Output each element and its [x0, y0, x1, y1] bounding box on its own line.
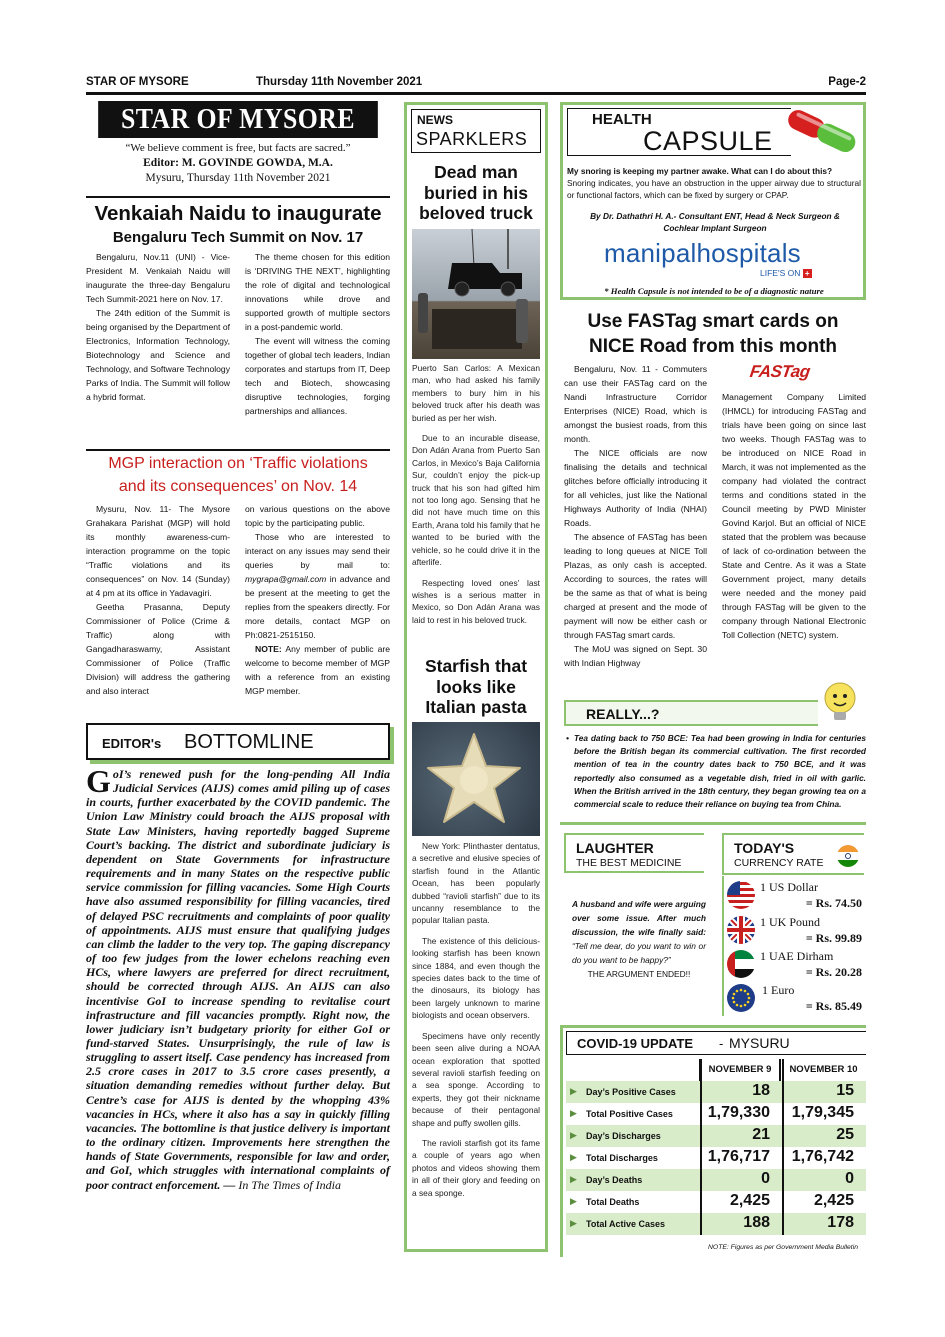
- joke-quote: “Tell me dear, do you want to win or do you want to be happy?”: [572, 941, 706, 965]
- article2-note: [245, 642, 390, 698]
- story1-headline: Dead man buried in his beloved truck: [419, 162, 533, 223]
- covid-divider-1: [700, 1059, 702, 1235]
- covid-row: [566, 1169, 866, 1191]
- laughter-sublabel: THE BEST MEDICINE: [576, 857, 682, 869]
- article1-para: The event will witness the coming together of global tech leaders, Indian corporates and startups from IT, Deep tech and Biotech, showcasing disruptive technologies, forging partnerships and alliances.: [245, 336, 390, 416]
- note-text: Any member of public are welcome to become member of MGP with a reference from an existing MGP member.: [245, 644, 390, 696]
- us-flag-icon: [726, 880, 756, 910]
- covid-row-label: Total Positive Cases: [586, 1109, 673, 1119]
- article-tech-summit: [86, 200, 390, 416]
- starfish-photo-svg: [412, 722, 540, 836]
- covid-nov9-value: 21: [752, 1126, 770, 1143]
- covid-nov9-value: 1,76,717: [707, 1148, 770, 1165]
- article1-para: The theme chosen for this edition is ‘DRIVING THE NEXT’, highlighting the role of digital and technological innovations while drove and supported growth of multiple sectors in a post-pandemic world.: [245, 252, 390, 332]
- article2-para: Mysuru, Nov. 11- The Mysore Grahakara Parishat (MGP) will hold its monthly awareness-cum-interaction programme on the topic “Traffic violations and its consequences” on Nov. 14 (Sunday) at 4 pm at its office in Yadavagiri.: [86, 504, 230, 598]
- mgp-email-link[interactable]: mygrapa@gmail.com: [245, 574, 327, 584]
- article1-para: Bengaluru, Nov.11 (UNI) - Vice-President M. Venkaiah Naidu will inaugurate the three-day Bengaluru Tech Summit-2021 here on Nov. 17.: [86, 252, 230, 304]
- story2-para: New York: Plinthaster dentatus, a secretive and elusive species of starfish found in the Atlantic Ocean, has been popularly dubbed “ravioli starfish” due to its uncanny resemblance to the popular Italian pasta.: [412, 841, 540, 926]
- article2-col1: [86, 502, 230, 698]
- really-text: [566, 732, 866, 811]
- story1-para: Due to an incurable disease, Don Adán Arana from Puerto San Carlos, in Mexico’s Baja California Sur, couldn’t enjoy the pick-up truck that his son had gifted him not too long ago. Sensing that he did not have much time on this Earth, Arana told his family that he wanted to be buried with the vehicle, so he could drive it in the afterlife.: [412, 433, 540, 568]
- nameplate-dateline: Mysuru, Thursday 11th November 2021: [145, 172, 331, 184]
- covid-nov10-value: 25: [836, 1126, 854, 1143]
- eu-flag-icon: [726, 983, 756, 1013]
- covid-nov10-value: 15: [836, 1082, 854, 1099]
- currency-rate: = Rs. 74.50: [805, 896, 862, 910]
- covid-nov9-value: 0: [761, 1170, 770, 1187]
- editor-label: BOTTOMLINE: [184, 731, 314, 753]
- health-disclaimer: * Health Capsule is not intended to be of a diagnostic nature: [604, 286, 824, 296]
- article1-rule: [86, 449, 390, 451]
- truck-photo-svg: [412, 229, 540, 359]
- story2-headline: Starfish that looks like Italian pasta: [424, 656, 528, 717]
- covid-col-nov9: NOVEMBER 9: [700, 1059, 780, 1082]
- fastag-logo-text: FASTag: [748, 362, 812, 381]
- editorial-dropcap: G: [86, 763, 111, 799]
- fastag-para: Bengaluru, Nov. 11 - Commuters can use their FASTag card on the Nandi Infrastructure Corridor Enterprises (NICE) Road, which is amongst the busiest roads, from this month.: [564, 364, 707, 444]
- laughter-label: LAUGHTER: [576, 840, 654, 856]
- row-arrow-icon: ▶: [570, 1152, 577, 1162]
- fastag-para: Management Company Limited (IHMCL) for introducing FASTag and trials have been going on since last two weeks. Though FASTag was to be introduced on NICE Road in March, it was not implemented as the company had violated the contract terms and conditions stated in the Council meeting by PWD Minister Govind Karjol. But an official of NICE stated that the problem was because of lack of co-ordination between the State and Centre. As it was a State Government project, many details were needed and the money paid through FASTag will be given to the company through National Electronic Toll Collection (NETC) system.: [722, 392, 866, 640]
- article2-para: on various questions on the above topic by the participating public.: [245, 504, 390, 528]
- health-answer: Snoring indicates, you have an obstruction in the upper airway due to structural or functional factors, which can be fixed by surgery or CPAP.: [567, 178, 861, 200]
- health-byline: By Dr. Dathathri H. A.- Consultant ENT, Head & Neck Surgeon & Cochlear Implant Surgeon: [590, 211, 840, 233]
- covid-head-blank: [566, 1059, 700, 1082]
- article1-subhead: Bengaluru Tech Summit on Nov. 17: [112, 229, 364, 246]
- row-arrow-icon: ▶: [570, 1130, 577, 1140]
- editorial-body: oI’s renewed push for the long-pending All India Judicial Services (AIJS) comes amid piling up of cases in courts, further exacerbated by the COVID pandemic. The Union Law Ministry could broach the AIJS proposal with State Law Ministers, having reportedly bagged Supreme Court’s backing. The district and subordinate judiciary is dependent on State Governments for infrastructure requirements and in many States on the respective public service commission for filling vacancies. Some High Courts have also assumed responsibility for filling vacancies, tired of delayed PSC recruitments and complaints of poor quality of appointments. AIJS must ensure that qualifying judges can climb the ladder to the very top. The gaping discrepancy of too few judges from the lower echelons reaching even HCs, where lawyers are preferred for direct recruitment, should be corrected through AIJS. An AIJS can also incentivise GoI to increase spending to revitalise court infrastructure and fill vacancies promptly. Right now, the lower judiciary isn’t budgetary priority for either GoI or fund-starved States. Unsurprisingly, the rule of law is struggling to assert itself. Case pendency has increased from 2.5 crore cases in 2017 to 3.5 crore cases presently, a situation demanding remedies without further delay. But Centre’s case for AIJS is dented by the whopping 43% vacancies in HCs, where it also has a say in quickly filling vacancies. The bottomline is that justice delivery is important to the ordinary citizen. Improvements here strengthen the hands of State Governments, responsible for law and order, and GoI, which struggles with international complaints of poor contract enforcement. —: [86, 767, 390, 1192]
- currency-list: [722, 876, 866, 1016]
- masthead-date: Thursday 11th November 2021: [256, 76, 423, 88]
- fastag-logo: [750, 362, 816, 384]
- row-arrow-icon: ▶: [570, 1196, 577, 1206]
- editor-bottomline-box: [86, 723, 390, 760]
- row-arrow-icon: ▶: [570, 1218, 577, 1228]
- covid-row-label: Total Deaths: [586, 1197, 640, 1207]
- covid-row-label: Day’s Deaths: [586, 1175, 643, 1185]
- joke-punchline: THE ARGUMENT ENDED!!: [587, 969, 691, 979]
- row-arrow-icon: ▶: [570, 1086, 577, 1096]
- article1-headline: Venkaiah Naidu to inaugurate: [94, 202, 382, 225]
- lightbulb-icon: [818, 680, 862, 726]
- article2-para: Geetha Prasanna, Deputy Commissioner of Police (Crime & Traffic) along with Gangadharaswamy, Assistant Commissioner of Police (Traffic Division) will address the gathering and also interact: [86, 602, 230, 696]
- fastag-para: The NICE officials are now finalising the details and technical glitches before officially introducing it for all vehicles, just like the National Highways Authority of India (NHAI) Roads.: [564, 448, 707, 528]
- fastag-headline-2: NICE Road from this month: [588, 336, 838, 357]
- currency-label: TODAY'S: [734, 840, 795, 856]
- really-rule: [560, 822, 866, 825]
- india-flag-icon: [836, 844, 860, 868]
- health-label: HEALTH: [592, 111, 652, 128]
- covid-nov10-value: 1,79,345: [791, 1104, 854, 1121]
- really-body: Tea dating back to 750 BCE: Tea had been growing in India for centuries before the British began its commercial cultivation. The first recorded mention of tea in the country dates back to 750 BCE, and it was reportedly also consumed as a vegetable dish, fried in oil with garlic. When the British arrived in the 18th century, they began growing tea on a commercial scale to reduce their reliance on buying tea from China.: [574, 733, 866, 810]
- fastag-para: The absence of FASTag has been leading to long queues at NICE Toll Plazas, as only cash is accepted. According to sources, the rates will be the same as that of what is being charged at present and the mode of payment will now be either cash or through FASTag smart cards.: [564, 532, 707, 640]
- covid-nov9-value: 188: [743, 1214, 770, 1231]
- covid-divider-2: [782, 1059, 784, 1235]
- editor-label-bold: EDITOR's: [102, 736, 162, 751]
- currency-unit: 1 US Dollar: [760, 880, 818, 894]
- joke-setup: A husband and wife were arguing over some issue. After much discussion, the wife finally said:: [572, 899, 706, 937]
- covid-header: [566, 1031, 866, 1055]
- article-mgp: [86, 452, 391, 696]
- covid-row-label: Total Discharges: [586, 1153, 658, 1163]
- masthead-paper: STAR OF MYSORE: [86, 76, 189, 88]
- masthead-page: Page-2: [828, 76, 866, 88]
- covid-table-grid: [566, 1059, 866, 1083]
- nameplate: [86, 101, 390, 193]
- currency-row: [726, 947, 866, 981]
- covid-nov9-value: 1,79,330: [707, 1104, 770, 1121]
- article2-queries: Those who are interested to interact on any issues may send their queries by mail to:: [245, 532, 390, 570]
- story1-text: [412, 362, 540, 634]
- truck-photo: [412, 229, 540, 359]
- nameplate-title: STAR OF MYSORE: [98, 101, 378, 138]
- starfish-photo: [412, 722, 540, 836]
- currency-rate: = Rs. 99.89: [805, 931, 862, 945]
- covid-nov9-value: 2,425: [729, 1192, 770, 1209]
- currency-rate: = Rs. 85.49: [805, 999, 862, 1013]
- story2-para: The existence of this delicious-looking starfish has been known since 1884, and even though the species dates back to the time of the dinosaurs, its biology has been largely unknown to marine biologists and ocean observers.: [412, 935, 540, 1021]
- plus-icon: +: [803, 269, 812, 278]
- currency-rate: = Rs. 20.28: [805, 965, 862, 979]
- covid-table: [566, 1059, 866, 1231]
- currency-unit: 1 UK Pound: [760, 915, 821, 929]
- sparklers-label: SPARKLERS: [416, 129, 528, 149]
- row-arrow-icon: ▶: [570, 1108, 577, 1118]
- really-header: [564, 700, 818, 726]
- currency-unit: 1 UAE Dirham: [760, 949, 834, 963]
- currency-sublabel: CURRENCY RATE: [734, 857, 824, 869]
- fastag-headline-1: Use FASTag smart cards on: [587, 311, 839, 332]
- covid-nov10-value: 2,425: [813, 1192, 854, 1209]
- health-question: My snoring is keeping my partner awake. What can I do about this?: [567, 166, 833, 176]
- article1-col1: [86, 250, 230, 404]
- capsule-label: CAPSULE: [643, 126, 773, 156]
- masthead: [86, 74, 866, 92]
- covid-note: NOTE: Figures as per Government Media Bulletin: [708, 1244, 858, 1251]
- currency-row: [726, 878, 866, 912]
- nameplate-rule: [86, 196, 390, 198]
- editorial-source: In The Times of India: [238, 1177, 341, 1192]
- covid-row: [566, 1103, 866, 1125]
- masthead-rule: [86, 92, 866, 95]
- article2-col2: [245, 502, 390, 698]
- story2-para: Specimens have only recently been seen alive during a NOAA ocean exploration that spotted several ravioli starfish feeding on a sea sponge. According to experts, they got their nickname because of their pentagonal shape and puffy swollen gills.: [412, 1030, 540, 1128]
- currency-row: [726, 913, 866, 947]
- currency-unit: 1 Euro: [762, 983, 795, 997]
- covid-label: COVID-19 UPDATE: [577, 1036, 694, 1051]
- story1-para: Respecting loved ones’ last wishes is a serious matter in Mexico, so Don Adán Arana was laid to rest in his beloved truck.: [412, 577, 540, 625]
- covid-nov10-value: 0: [845, 1170, 854, 1187]
- story2-para: The ravioli starfish got its fame a couple of years ago when photos and videos showing them in all of their glory and feeding on a sea sponge.: [412, 1137, 540, 1198]
- currency-row: [726, 981, 866, 1015]
- really-label: REALLY...?: [586, 706, 660, 722]
- covid-row: [566, 1147, 866, 1169]
- note-label: NOTE:: [255, 644, 282, 654]
- story1-caption: Puerto San Carlos: A Mexican man, who had asked his family members to bury him in his beloved truck after his death was buried as per her wish.: [412, 363, 540, 423]
- covid-city: MYSURU: [729, 1035, 790, 1051]
- article2-headline-1: MGP interaction on ‘Traffic violations: [108, 455, 368, 472]
- laughter-header: [564, 833, 704, 873]
- article1-col2: [245, 250, 390, 418]
- news-label: NEWS: [417, 113, 453, 127]
- covid-row: [566, 1213, 866, 1235]
- nameplate-editor: Editor: M. GOVINDE GOWDA, M.A.: [143, 157, 333, 169]
- manipal-tagline: [760, 268, 812, 278]
- covid-dash: -: [719, 1036, 724, 1051]
- nameplate-motto: “We believe comment is free, but facts are sacred.”: [125, 142, 351, 154]
- covid-row: [566, 1191, 866, 1213]
- covid-nov9-value: 18: [752, 1082, 770, 1099]
- manipal-logo: manipalhospitals: [604, 238, 801, 268]
- editorial-text: [86, 763, 390, 1192]
- row-arrow-icon: ▶: [570, 1174, 577, 1184]
- fastag-para: The MoU was signed on Sept. 30 with Indian Highway: [564, 644, 707, 668]
- covid-col-nov10: NOVEMBER 10: [780, 1059, 866, 1082]
- fastag-col1: [564, 362, 707, 670]
- uae-flag-icon: [726, 949, 756, 979]
- covid-nov10-value: 178: [827, 1214, 854, 1231]
- currency-header: [722, 833, 864, 875]
- covid-row: [566, 1125, 866, 1147]
- covid-row-label: Total Active Cases: [586, 1219, 666, 1229]
- covid-row-label: Day’s Positive Cases: [586, 1087, 676, 1097]
- article2-para-2: [245, 530, 390, 642]
- fastag-col2: [722, 390, 866, 642]
- covid-nov10-value: 1,76,742: [791, 1148, 854, 1165]
- article2-headline-2: and its consequences’ on Nov. 14: [118, 478, 358, 495]
- tagline-text: LIFE'S ON: [760, 268, 801, 278]
- health-capsule-header: [567, 108, 791, 156]
- news-sparklers-header: [411, 109, 541, 153]
- laughter-joke: [572, 897, 706, 981]
- uk-flag-icon: [726, 915, 756, 945]
- article1-para: The 24th edition of the Summit is being organised by the Department of Electronics, Information Technology, Biotechnology and Science and Technology, and Software Technology Parks of India. The Summit will follow a hybrid format.: [86, 308, 230, 402]
- covid-head-row: [566, 1059, 866, 1082]
- article2-advance: in advance and be present at the meeting to get the replies from the speakers directly. For more details, contact MGP on Ph:0821-2515150.: [245, 574, 391, 640]
- covid-row: [566, 1081, 866, 1103]
- story2-text: [412, 840, 540, 1207]
- bullet-icon: •: [566, 733, 569, 743]
- covid-row-label: Day’s Discharges: [586, 1131, 661, 1141]
- capsule-pill-icon: [782, 108, 866, 154]
